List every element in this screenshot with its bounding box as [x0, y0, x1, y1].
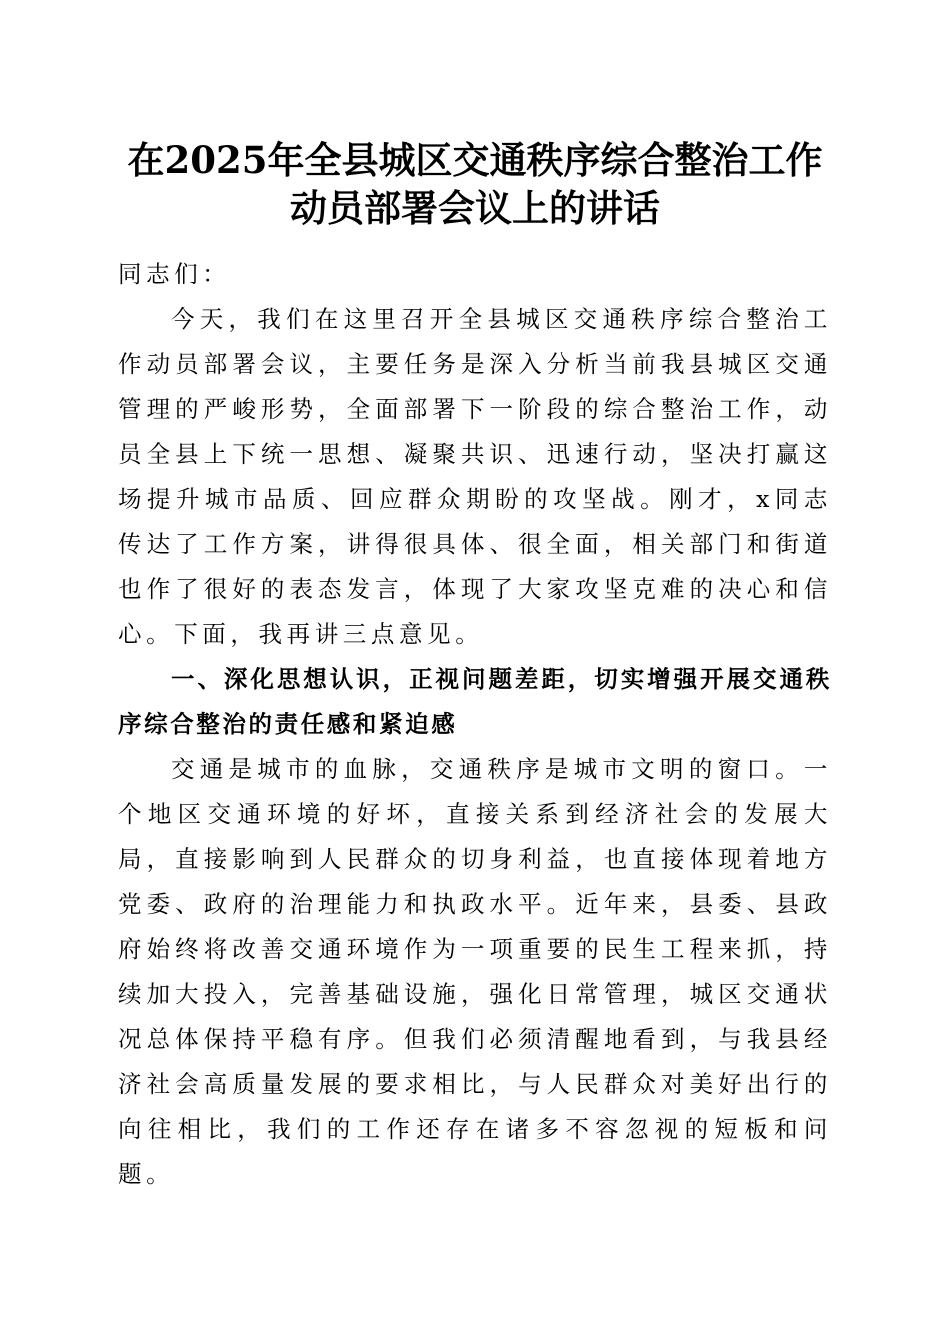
document-body [118, 252, 832, 1197]
body-paragraph-intro: 今天，我们在这里召开全县城区交通秩序综合整治工作动员部署会议，主要任务是深入分析当前我县城区交通管理的严峻形势，全面部署下一阶段的综合整治工作，动员全县上下统一思想、凝聚共识、迅速行动，坚决打赢这场提升城市品质、回应群众期盼的攻坚战。刚才，x同志传达了工作方案，讲得很具体、很全面，相关部门和街道也作了很好的表态发言，体现了大家攻坚克难的决心和信心。下面，我再讲三点意见。 [118, 305, 832, 648]
body-paragraph-section-1: 交通是城市的血脉，交通秩序是城市文明的窗口。一个地区交通环境的好坏，直接关系到经济社会的发展大局，直接影响到人民群众的切身利益，也直接体现着地方党委、政府的治理能力和执政水平。近年来，县委、县政府始终将改善交通环境作为一项重要的民生工程来抓，持续加大投入，完善基础设施，强化日常管理，城区交通状况总体保持平稳有序。但我们必须清醒地看到，与我县经济社会高质量发展的要求相比，与人民群众对美好出行的向往相比，我们的工作还存在诸多不容忽视的短板和问题。 [118, 755, 832, 1188]
section-heading-1: 一、深化思想认识，正视问题差距，切实增强开展交通秩序综合整治的责任感和紧迫感 [118, 665, 832, 738]
salutation: 同志们： [118, 260, 231, 288]
document-title: 在2025年全县城区交通秩序综合整治工作动员部署会议上的讲话 [127, 138, 823, 230]
